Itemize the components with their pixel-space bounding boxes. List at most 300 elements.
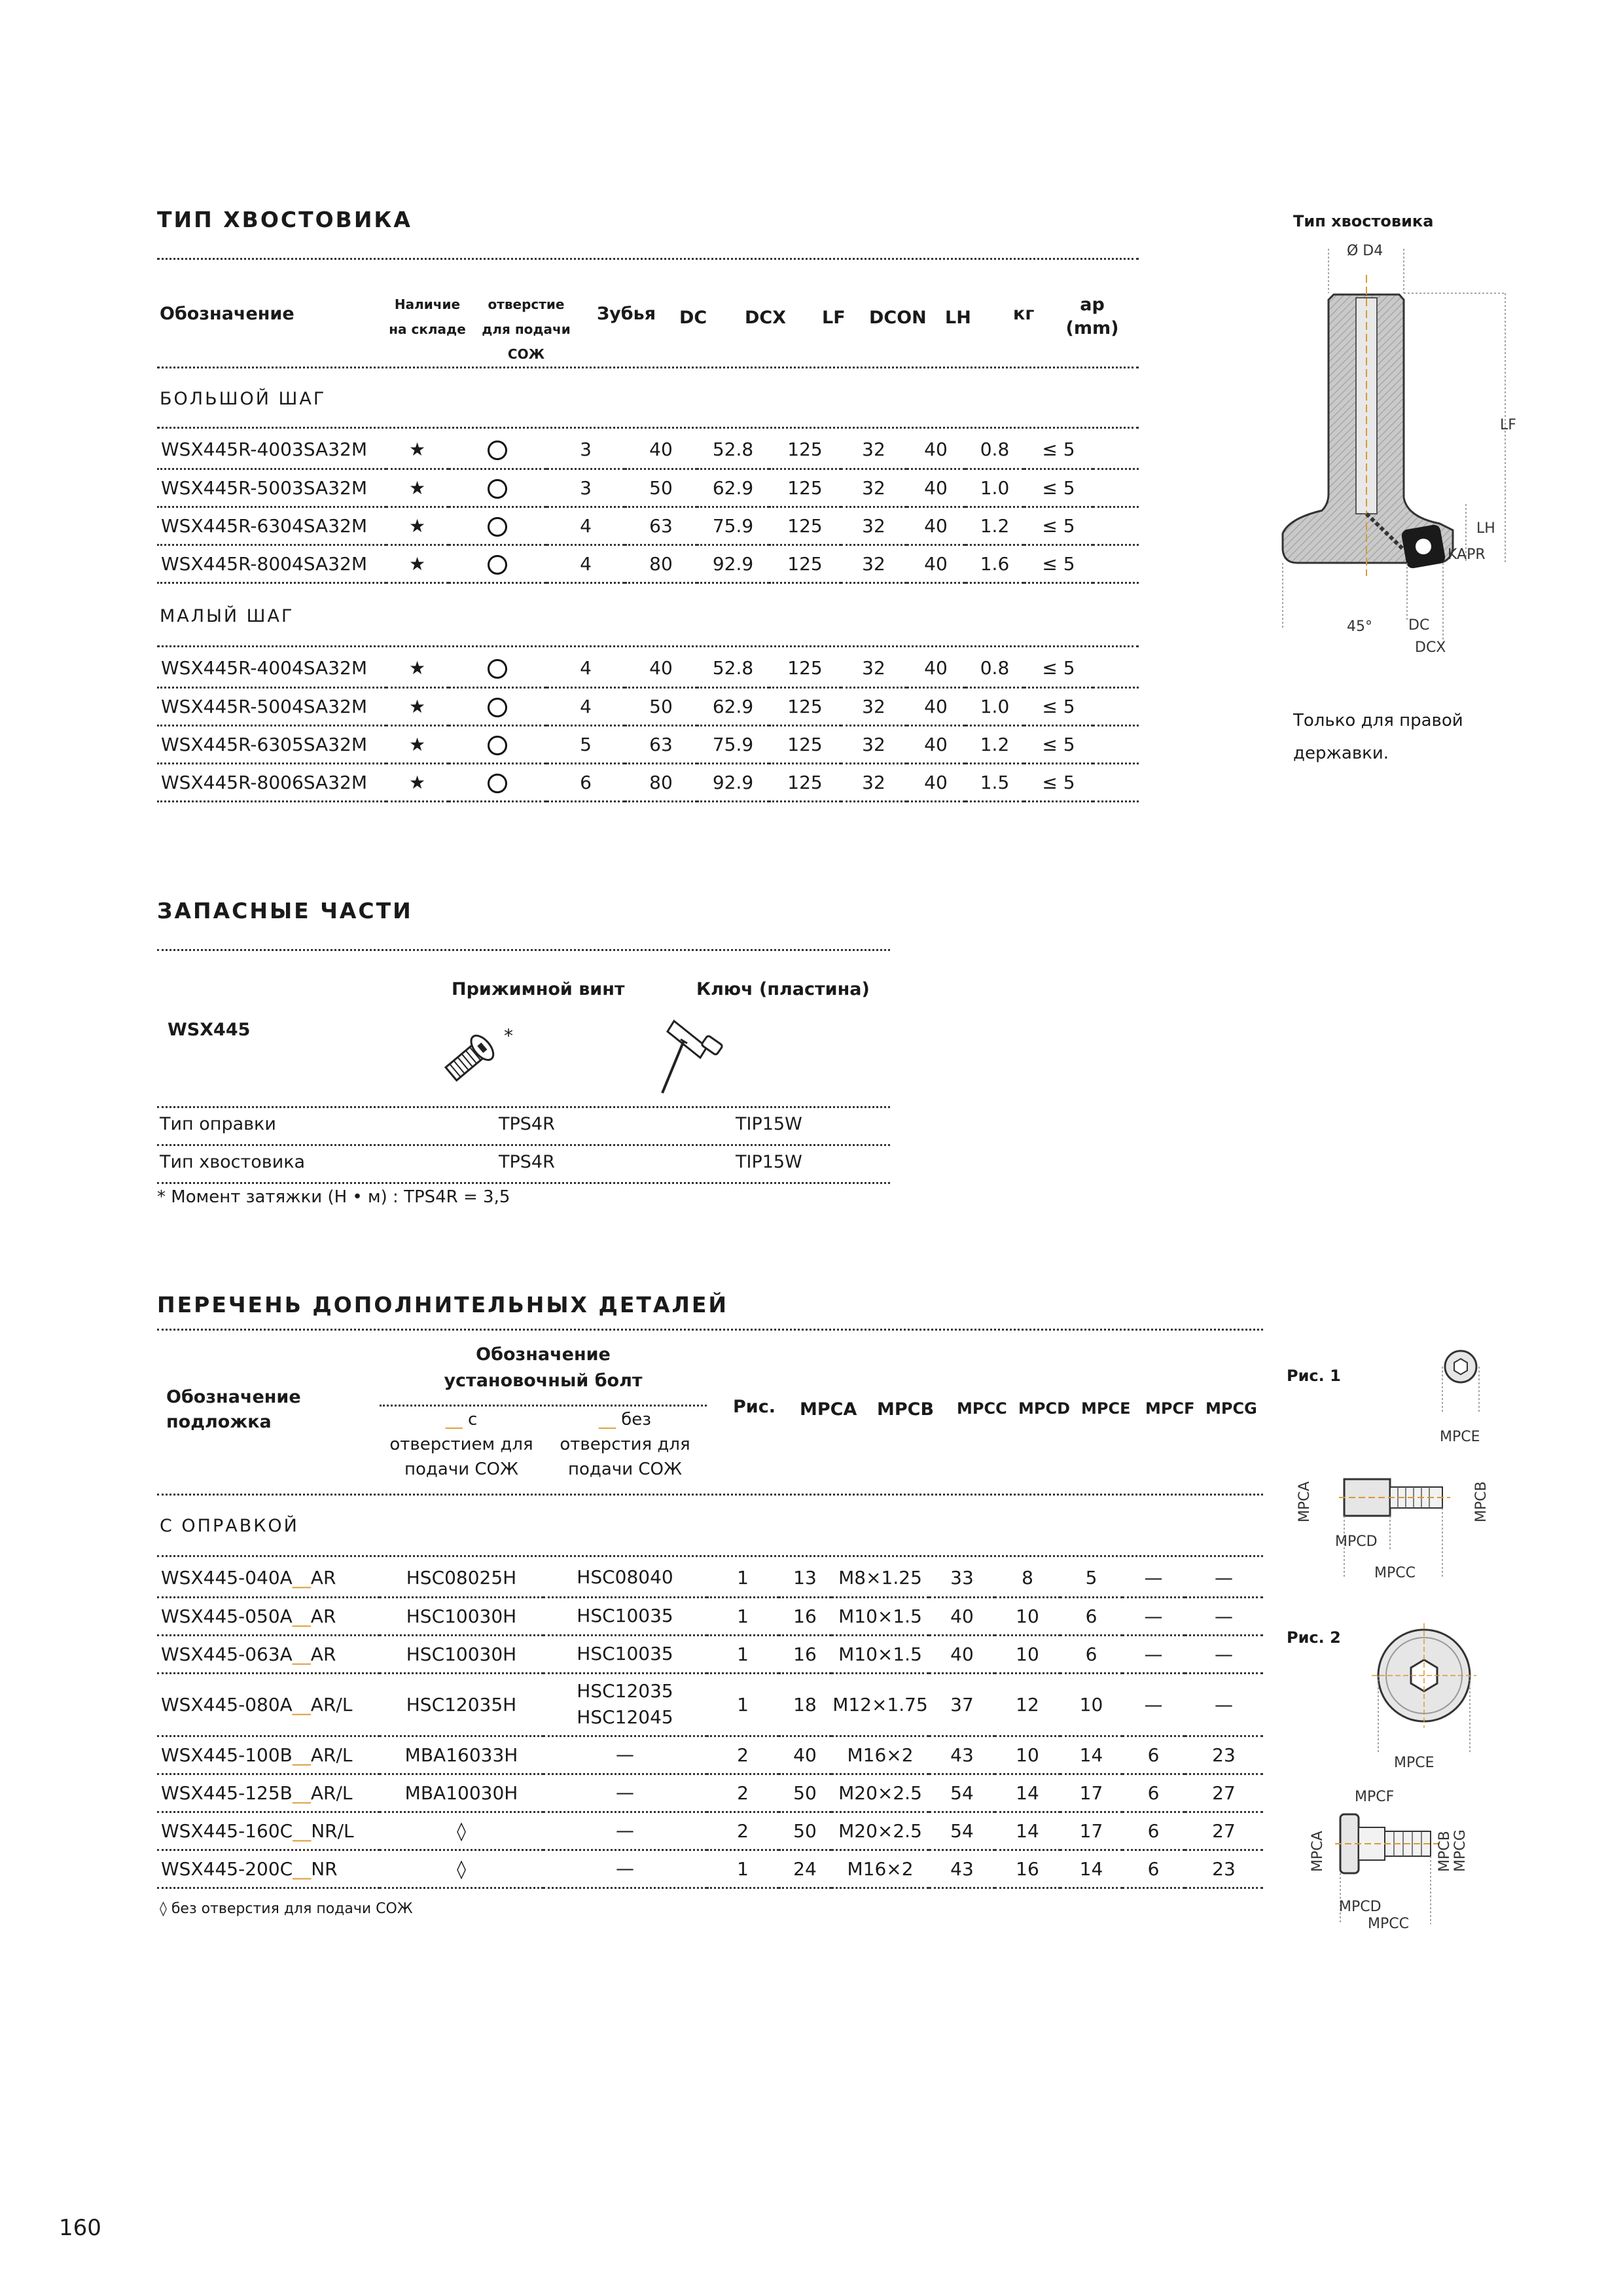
col-header-screw: Прижимной винт [452, 979, 625, 999]
cell-mpce: 17 [1060, 1812, 1122, 1850]
cell-coolant [448, 649, 546, 687]
cell-spacer [1093, 687, 1139, 725]
substrate-prefix: WSX445-160C [161, 1820, 293, 1842]
substrate-prefix: WSX445-200C [161, 1857, 293, 1880]
cell-lf: 125 [769, 687, 841, 725]
cell-lh: 40 [906, 469, 965, 507]
insert-key-icon [648, 1014, 733, 1100]
cell-mpcg: — [1185, 1673, 1263, 1736]
cell-fig: 1 [707, 1559, 779, 1597]
col-header-mpcb: MPCB [877, 1399, 935, 1420]
cell-lf: 125 [769, 469, 841, 507]
cell-bolt-without [543, 1635, 707, 1673]
cell-stock: ★ [386, 649, 448, 687]
cell-fig: 1 [707, 1850, 779, 1888]
fig2-mpcc-label: MPCC [1368, 1916, 1409, 1932]
cell-lh: 40 [906, 725, 965, 763]
blank-slot: __ [292, 1782, 311, 1804]
cell-coolant [448, 545, 546, 583]
table-row [157, 1736, 1263, 1774]
cell-lf: 125 [769, 763, 841, 801]
substrate-suffix: AR/L [310, 1693, 353, 1715]
angle-label: 45° [1347, 619, 1372, 635]
fig1-mpcd-label: MPCD [1335, 1534, 1378, 1550]
col-header-ap [1063, 293, 1122, 340]
lh-label: LH [1476, 520, 1495, 537]
cell-dcon: 32 [841, 687, 906, 725]
cell-dcx: 52.8 [697, 649, 769, 687]
substrate-prefix: WSX445-125B [161, 1782, 293, 1804]
cell-kg: 1.5 [965, 763, 1024, 801]
coolant-circle-icon [488, 440, 507, 460]
cell-bolt-with: HSC12035H [380, 1673, 543, 1736]
cell-teeth: 6 [546, 763, 625, 801]
cell-coolant [448, 431, 546, 469]
cell-fig: 1 [707, 1673, 779, 1736]
cell-code: WSX445R-4003SA32M [157, 431, 386, 469]
without-coolant-text: без [621, 1410, 652, 1429]
cell-spacer [1093, 545, 1139, 583]
substrate-prefix: WSX445-050A [161, 1605, 293, 1627]
coolant-circle-icon [488, 659, 507, 679]
cell-mpcc: 33 [929, 1559, 995, 1597]
coolant-circle-icon [488, 479, 507, 499]
cell-substrate [157, 1736, 380, 1774]
cell-mpca: 16 [779, 1597, 831, 1635]
cell-mpcc: 54 [929, 1774, 995, 1812]
cell-mpcd: 10 [995, 1635, 1060, 1673]
cell-dcx: 62.9 [697, 687, 769, 725]
cell-mpcb: M20×2.5 [831, 1812, 929, 1850]
cell-mpcg: 23 [1185, 1736, 1263, 1774]
cell-stock: ★ [386, 469, 448, 507]
lf-label: LF [1500, 417, 1516, 433]
cell-code: WSX445R-6305SA32M [157, 725, 386, 763]
bolt-figure-1 [1293, 1335, 1489, 1590]
cell-kg: 1.0 [965, 687, 1024, 725]
cell-lh: 40 [906, 649, 965, 687]
cell-spacer [1093, 763, 1139, 801]
cell-kg: 1.2 [965, 725, 1024, 763]
cell-mpcb: M16×2 [831, 1736, 929, 1774]
series-label: WSX445 [168, 1020, 251, 1040]
fig2-label: Рис. 2 [1287, 1628, 1341, 1647]
blank-slot: __ [293, 1820, 312, 1842]
spare-row-shank-label: Тип хвостовика [160, 1152, 306, 1172]
cell-teeth: 4 [546, 507, 625, 545]
cell-dcx: 75.9 [697, 507, 769, 545]
cell-ap: ≤ 5 [1024, 431, 1093, 469]
cell-bolt-without [543, 1812, 707, 1850]
cell-teeth: 4 [546, 545, 625, 583]
cell-mpcf: 6 [1122, 1812, 1185, 1850]
cell-substrate [157, 1559, 380, 1597]
substrate-header-line1: Обозначение [166, 1387, 301, 1407]
fig1-mpcc-label: MPCC [1374, 1565, 1416, 1581]
cell-mpcd: 12 [995, 1673, 1060, 1736]
cell-mpcg: 27 [1185, 1812, 1263, 1850]
cell-spacer [1093, 649, 1139, 687]
col-header-with-coolant [380, 1407, 543, 1482]
cell-stock: ★ [386, 431, 448, 469]
page-number: 160 [59, 2215, 101, 2241]
bolt-without-line1: — [616, 1857, 634, 1879]
spare-row-arbor-label: Тип оправки [160, 1114, 276, 1134]
cell-coolant [448, 507, 546, 545]
blank-slot: __ [293, 1857, 312, 1880]
drawing1-note [1293, 704, 1463, 770]
cell-lf: 125 [769, 507, 841, 545]
note-line-2: державки. [1293, 744, 1389, 763]
cell-dcon: 32 [841, 763, 906, 801]
cell-fig: 1 [707, 1597, 779, 1635]
section1-title: ТИП ХВОСТОВИКА [157, 207, 412, 232]
cell-mpca: 50 [779, 1774, 831, 1812]
divider [157, 1555, 1263, 1557]
table-row [157, 1559, 1263, 1597]
cell-mpcd: 10 [995, 1736, 1060, 1774]
cell-mpce: 6 [1060, 1597, 1122, 1635]
cell-dcon: 32 [841, 725, 906, 763]
cell-ap: ≤ 5 [1024, 687, 1093, 725]
col-header-key: Ключ (пластина) [696, 979, 870, 999]
col-header-lf: LF [822, 308, 846, 328]
substrate-suffix: AR [310, 1643, 336, 1665]
dc-label: DC [1408, 617, 1430, 634]
cell-bolt-with: MBA10030H [380, 1774, 543, 1812]
cell-mpcc: 40 [929, 1597, 995, 1635]
cell-mpce: 6 [1060, 1635, 1122, 1673]
cell-stock: ★ [386, 507, 448, 545]
cell-mpcd: 10 [995, 1597, 1060, 1635]
col-header-dcx: DCX [745, 308, 787, 328]
bolt-without-line1: — [616, 1744, 634, 1765]
cell-bolt-without [543, 1850, 707, 1888]
group-label-large-pitch: БОЛЬШОЙ ШАГ [160, 389, 327, 409]
cell-stock: ★ [386, 545, 448, 583]
fig1-mpcb-label: MPCB [1473, 1481, 1489, 1522]
cell-stock: ★ [386, 687, 448, 725]
cell-substrate [157, 1812, 380, 1850]
cell-coolant [448, 725, 546, 763]
bolt-without-line1: HSC12035 [577, 1680, 673, 1702]
cell-mpca: 50 [779, 1812, 831, 1850]
cell-fig: 2 [707, 1812, 779, 1850]
clamp-screw-icon [432, 1021, 510, 1093]
cell-dc: 50 [625, 469, 697, 507]
cell-mpcb: M10×1.5 [831, 1635, 929, 1673]
coolant-circle-icon [488, 736, 507, 755]
col-header-substrate [166, 1385, 301, 1435]
cell-dcon: 32 [841, 507, 906, 545]
cell-mpca: 40 [779, 1736, 831, 1774]
cell-mpcb: M16×2 [831, 1850, 929, 1888]
cell-mpcb: M8×1.25 [831, 1559, 929, 1597]
cell-mpcb: M12×1.75 [831, 1673, 929, 1736]
divider [157, 427, 1139, 429]
coolant-footnote: ◊ без отверстия для подачи СОЖ [160, 1901, 413, 1917]
divider [157, 1106, 890, 1108]
table-row [157, 469, 1139, 507]
cell-lh: 40 [906, 763, 965, 801]
cell-lf: 125 [769, 431, 841, 469]
coolant-circle-icon [488, 555, 507, 575]
table-row [157, 1812, 1263, 1850]
coolant-header-text: отверстие для подачи СОЖ [482, 296, 571, 362]
blank-slot: __ [292, 1566, 311, 1588]
cell-mpcg: — [1185, 1635, 1263, 1673]
col-header-mpcf: MPCF [1145, 1399, 1195, 1418]
cell-lf: 125 [769, 649, 841, 687]
spare-row-shank-screw: TPS4R [499, 1152, 555, 1172]
cell-mpcf: 6 [1122, 1774, 1185, 1812]
divider [157, 1494, 1263, 1496]
cell-bolt-with: HSC10030H [380, 1597, 543, 1635]
divider [157, 258, 1139, 260]
col-header-coolant [474, 292, 579, 367]
cell-substrate [157, 1635, 380, 1673]
table-row [157, 763, 1139, 801]
cell-dc: 40 [625, 649, 697, 687]
cell-dcx: 52.8 [697, 431, 769, 469]
divider [157, 1144, 890, 1146]
col-header-designation: Обозначение [160, 304, 294, 324]
cell-dc: 63 [625, 507, 697, 545]
cell-coolant [448, 763, 546, 801]
cell-bolt-with: ◊ [380, 1812, 543, 1850]
kapr-label: KAPR [1448, 547, 1486, 563]
cell-mpcc: 43 [929, 1850, 995, 1888]
cell-dcx: 92.9 [697, 545, 769, 583]
substrate-header-line2: подложка [166, 1412, 272, 1432]
cell-code: WSX445R-8006SA32M [157, 763, 386, 801]
cell-spacer [1093, 725, 1139, 763]
fig2-mpca-label: MPCA [1310, 1831, 1326, 1872]
cell-mpcc: 37 [929, 1673, 995, 1736]
col-header-kg: кг [1013, 304, 1035, 324]
cell-mpcf: 6 [1122, 1850, 1185, 1888]
group-label-small-pitch: МАЛЫЙ ШАГ [160, 606, 294, 626]
with-coolant-line3: подачи СОЖ [404, 1460, 518, 1479]
cell-mpcb: M20×2.5 [831, 1774, 929, 1812]
cell-spacer [1093, 469, 1139, 507]
table-row [157, 1774, 1263, 1812]
bolt-without-line2: HSC12045 [577, 1706, 673, 1728]
cell-mpce: 10 [1060, 1673, 1122, 1736]
blank-slot: __ [598, 1410, 616, 1429]
dcx-label: DCX [1415, 639, 1446, 656]
col-header-dcon: DCON [869, 308, 927, 328]
cell-lh: 40 [906, 687, 965, 725]
col-header-lh: LH [945, 308, 971, 328]
coolant-circle-icon [488, 774, 507, 793]
spare-row-arbor-key: TIP15W [736, 1114, 802, 1134]
cell-bolt-with: HSC08025H [380, 1559, 543, 1597]
cell-mpcg: 27 [1185, 1774, 1263, 1812]
col-header-stock [385, 292, 470, 342]
cell-mpce: 17 [1060, 1774, 1122, 1812]
cell-mpcg: — [1185, 1559, 1263, 1597]
cell-dc: 63 [625, 725, 697, 763]
cell-ap: ≤ 5 [1024, 763, 1093, 801]
cell-dcon: 32 [841, 431, 906, 469]
col-header-fig: Рис. [733, 1397, 776, 1417]
cell-mpcg: 23 [1185, 1850, 1263, 1888]
bolt-without-line1: HSC08040 [577, 1566, 673, 1588]
divider [157, 645, 1139, 647]
cell-lf: 125 [769, 545, 841, 583]
cell-mpcc: 43 [929, 1736, 995, 1774]
with-coolant-line2: отверстием для [389, 1435, 533, 1454]
cell-dcon: 32 [841, 469, 906, 507]
col-header-dc: DC [679, 308, 707, 328]
table-row [157, 507, 1139, 545]
substrate-prefix: WSX445-080A [161, 1693, 293, 1715]
cell-mpcb: M10×1.5 [831, 1597, 929, 1635]
col-header-mpcd: MPCD [1018, 1399, 1071, 1418]
cell-mpce: 14 [1060, 1850, 1122, 1888]
cell-dcx: 92.9 [697, 763, 769, 801]
blank-slot: __ [445, 1410, 463, 1429]
cell-kg: 0.8 [965, 649, 1024, 687]
table-row [157, 545, 1139, 583]
divider [157, 1329, 1263, 1331]
cell-bolt-without [543, 1673, 707, 1736]
cell-mpcf: — [1122, 1597, 1185, 1635]
table-row [157, 725, 1139, 763]
col-header-bolt [380, 1342, 707, 1394]
cell-bolt-with: ◊ [380, 1850, 543, 1888]
cell-mpca: 24 [779, 1850, 831, 1888]
col-header-without-coolant [543, 1407, 707, 1482]
cell-mpcd: 14 [995, 1774, 1060, 1812]
cell-ap: ≤ 5 [1024, 725, 1093, 763]
table-row [157, 1850, 1263, 1888]
additional-parts-table [157, 1559, 1263, 1889]
section2-title: ЗАПАСНЫЕ ЧАСТИ [157, 898, 413, 924]
fig2-mpcf-label: MPCF [1355, 1789, 1395, 1805]
coolant-circle-icon [488, 698, 507, 717]
cell-mpcf: 6 [1122, 1736, 1185, 1774]
cell-code: WSX445R-6304SA32M [157, 507, 386, 545]
cell-code: WSX445R-8004SA32M [157, 545, 386, 583]
cell-ap: ≤ 5 [1024, 469, 1093, 507]
bolt-header-line2: установочный болт [444, 1371, 643, 1391]
cell-mpcd: 16 [995, 1850, 1060, 1888]
fig2-mpce-label: MPCE [1394, 1755, 1435, 1771]
cell-stock: ★ [386, 763, 448, 801]
col-header-mpca: MPCA [800, 1399, 857, 1420]
cell-spacer [1093, 431, 1139, 469]
substrate-suffix: AR/L [310, 1782, 353, 1804]
blank-slot: __ [292, 1605, 311, 1627]
section3-title: ПЕРЕЧЕНЬ ДОПОЛНИТЕЛЬНЫХ ДЕТАЛЕЙ [157, 1292, 729, 1318]
bolt-header-line1: Обозначение [476, 1344, 611, 1365]
substrate-suffix: NR/L [311, 1820, 354, 1842]
blank-slot: __ [292, 1693, 311, 1715]
substrate-prefix: WSX445-040A [161, 1566, 293, 1588]
cell-kg: 0.8 [965, 431, 1024, 469]
cell-code: WSX445R-4004SA32M [157, 649, 386, 687]
cell-teeth: 5 [546, 725, 625, 763]
cell-mpcd: 8 [995, 1559, 1060, 1597]
cell-ap: ≤ 5 [1024, 507, 1093, 545]
table-row [157, 431, 1139, 469]
cell-stock: ★ [386, 725, 448, 763]
cell-substrate [157, 1774, 380, 1812]
screw-asterisk: * [504, 1025, 513, 1047]
table-row [157, 1635, 1263, 1673]
cell-code: WSX445R-5003SA32M [157, 469, 386, 507]
cell-mpcf: — [1122, 1559, 1185, 1597]
bolt-without-line1: HSC10035 [577, 1643, 673, 1664]
cell-mpce: 14 [1060, 1736, 1122, 1774]
cell-fig: 1 [707, 1635, 779, 1673]
table-row [157, 687, 1139, 725]
with-coolant-line1 [380, 1407, 543, 1432]
cell-mpcd: 14 [995, 1812, 1060, 1850]
substrate-suffix: AR [310, 1605, 336, 1627]
cell-teeth: 4 [546, 649, 625, 687]
substrate-suffix: NR [311, 1857, 338, 1880]
table-row [157, 649, 1139, 687]
cell-dc: 50 [625, 687, 697, 725]
bolt-without-line1: — [616, 1820, 634, 1841]
substrate-suffix: AR/L [310, 1744, 353, 1766]
cell-fig: 2 [707, 1736, 779, 1774]
cell-substrate [157, 1850, 380, 1888]
cell-kg: 1.0 [965, 469, 1024, 507]
cell-dcon: 32 [841, 649, 906, 687]
cell-dcx: 75.9 [697, 725, 769, 763]
without-coolant-line2: отверстия для [560, 1435, 690, 1454]
small-pitch-table [157, 649, 1139, 802]
cell-mpca: 13 [779, 1559, 831, 1597]
col-header-mpcc: MPCC [957, 1399, 1007, 1418]
substrate-prefix: WSX445-100B [161, 1744, 293, 1766]
group-label-with-arbor: С ОПРАВКОЙ [160, 1516, 299, 1536]
divider [157, 949, 890, 951]
cell-substrate [157, 1597, 380, 1635]
cell-dcx: 62.9 [697, 469, 769, 507]
cell-mpcf: — [1122, 1673, 1185, 1736]
cell-bolt-without [543, 1774, 707, 1812]
bolt-without-line1: — [616, 1782, 634, 1803]
ap-header-text: ap (mm) [1065, 295, 1119, 338]
cell-mpcg: — [1185, 1597, 1263, 1635]
fig1-label: Рис. 1 [1287, 1367, 1341, 1385]
divider [157, 1182, 890, 1184]
cell-dc: 80 [625, 545, 697, 583]
spare-row-arbor-screw: TPS4R [499, 1114, 555, 1134]
cell-teeth: 4 [546, 687, 625, 725]
cell-lh: 40 [906, 507, 965, 545]
stock-header-text: Наличие на складе [389, 296, 466, 337]
blank-slot: __ [292, 1643, 311, 1665]
with-coolant-text: с [467, 1410, 478, 1429]
cell-teeth: 3 [546, 469, 625, 507]
coolant-circle-icon [488, 517, 507, 537]
fig2-mpcb-label: MPCB [1436, 1831, 1453, 1872]
cell-ap: ≤ 5 [1024, 649, 1093, 687]
cell-code: WSX445R-5004SA32M [157, 687, 386, 725]
cell-kg: 1.6 [965, 545, 1024, 583]
cell-bolt-without [543, 1559, 707, 1597]
cell-mpcf: — [1122, 1635, 1185, 1673]
large-pitch-table [157, 431, 1139, 584]
note-line-1: Только для правой [1293, 711, 1463, 730]
torque-footnote: * Момент затяжки (Н • м) : TPS4R = 3,5 [157, 1187, 510, 1207]
